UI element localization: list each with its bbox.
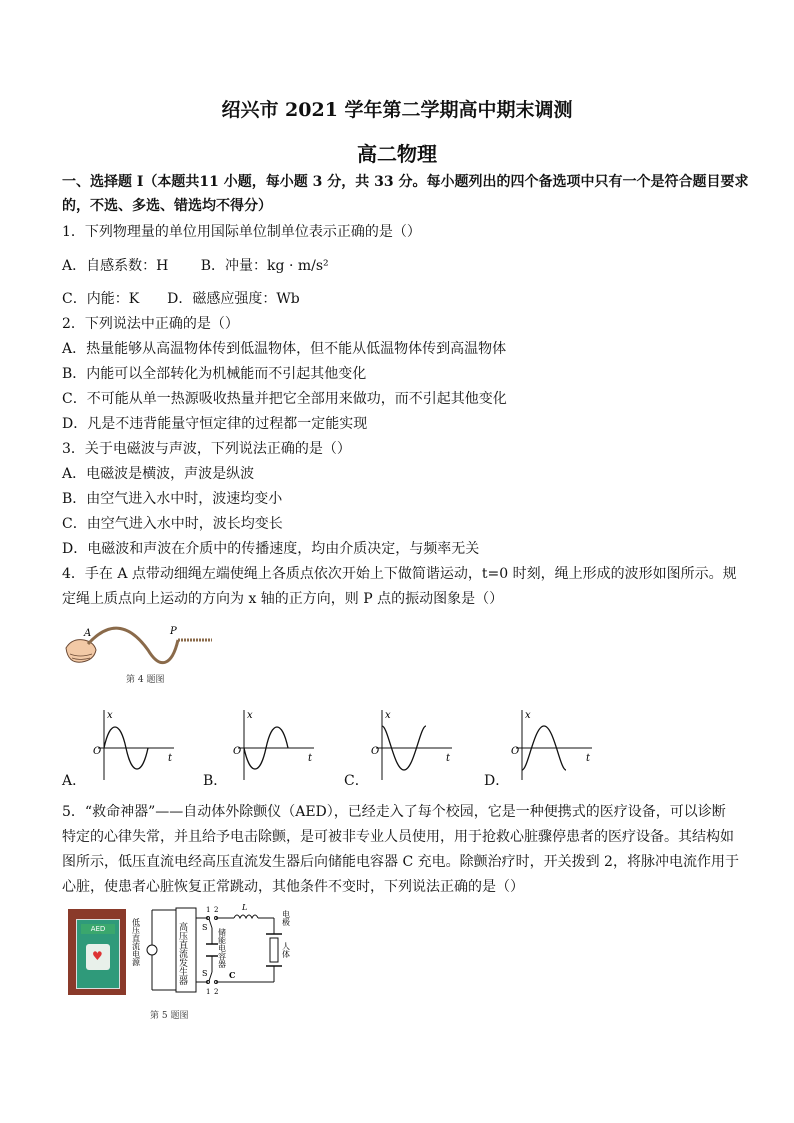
svg-text:L: L (242, 903, 248, 912)
heart-icon: ♥ (92, 949, 103, 963)
svg-text:2: 2 (214, 988, 219, 996)
q4-stem-line2: 定绳上质点向上运动的方向为 x 轴的正方向，则 P 点的振动图象是（） (62, 591, 504, 607)
source-label: 低压直流电源 (131, 918, 141, 966)
q5-figure-caption: 第 5 题图 (150, 1011, 189, 1021)
svg-text:O: O (93, 746, 102, 757)
q4-option-c-label: C． (344, 773, 369, 789)
q2-option-a: A．热量能够从高温物体传到低温物体，但不能从低温物体传到高温物体 (62, 341, 507, 357)
q2-option-b: B．内能可以全部转化为机械能而不引起其他变化 (62, 366, 367, 382)
svg-text:2: 2 (214, 906, 219, 914)
svg-text:t: t (308, 753, 313, 764)
q1-options-ab: A．自感系数：H B．冲量：kg · m/s² (62, 258, 329, 274)
q5-stem-line3: 图所示，低压直流电经高压直流发生器后向储能电容器 C 充电。除颤治疗时，开关拨到 2，将脉冲电流作用于 (62, 854, 739, 870)
svg-text:x: x (107, 710, 113, 721)
q5-stem-line4: 心脏，使患者心脏恢复正常跳动，其他条件不变时，下列说法正确的是（） (62, 879, 524, 895)
q5-stem-line2: 特定的心律失常，并且给予电击除颤，是可被非专业人员使用，用于抢救心脏骤停患者的医疗设备。其结构如 (62, 829, 734, 845)
q4-figure-caption: 第 4 题图 (126, 675, 165, 685)
svg-text:t: t (446, 753, 451, 764)
svg-text:1: 1 (206, 906, 211, 914)
hand-shape (66, 640, 96, 663)
svg-text:S: S (202, 969, 208, 978)
aed-cabinet (76, 919, 120, 989)
q4-graph-b (230, 706, 320, 782)
q5-stem-line1: 5．“救命神器”——自动体外除颤仪（AED），已经走入了每个校园，它是一种便携式的医疗设备，可以诊断 (62, 804, 726, 820)
q1-options-cd: C．内能：K D．磁感应强度：Wb (62, 291, 300, 307)
svg-text:C: C (229, 970, 236, 980)
q2-option-d: D．凡是不违背能量守恒定律的过程都一定能实现 (62, 416, 368, 432)
q5-circuit-diagram (131, 903, 304, 996)
q3-option-b: B．由空气进入水中时，波速均变小 (62, 491, 283, 507)
point-a-label: A (84, 628, 92, 639)
point-p-label: P (170, 626, 177, 637)
section-heading-line2: 的，不选、多选、错选均不得分） (62, 198, 272, 214)
q1-stem: 1．下列物理量的单位用国际单位制单位表示正确的是（） (62, 224, 421, 240)
inductor-coil (234, 915, 258, 918)
svg-text:t: t (586, 753, 591, 764)
q2-stem: 2．下列说法中正确的是（） (62, 316, 239, 332)
svg-text:O: O (233, 746, 242, 757)
svg-text:x: x (247, 710, 253, 721)
svg-text:S: S (202, 923, 208, 932)
svg-text:x: x (525, 710, 531, 721)
exam-title: 绍兴市 2021 学年第二学期高中期末调测 (221, 99, 573, 121)
q4-graph-c (368, 706, 458, 782)
q4-graph-a (90, 706, 180, 782)
q3-option-a: A．电磁波是横波，声波是纵波 (62, 466, 255, 482)
q4-option-d-label: D． (484, 773, 510, 789)
section-heading-line1: 一、选择题 I（本题共11 小题，每小题 3 分，共 33 分。每小题列出的四个备选项中只有一个是符合题目要求 (62, 174, 749, 190)
generator-label: 高压直流发生器 (177, 922, 187, 985)
q4-option-a-label: A． (62, 773, 87, 789)
capacitor-label: 储能电容器 (217, 928, 227, 968)
aed-device (86, 944, 110, 970)
body-element (270, 938, 278, 962)
exam-subtitle: 高二物理 (357, 142, 437, 166)
electrode-label: 电极 (281, 910, 291, 926)
svg-text:t: t (168, 753, 173, 764)
aed-sign: AED (81, 924, 115, 934)
q3-option-c: C．由空气进入水中时，波长均变长 (62, 516, 283, 532)
svg-text:1: 1 (206, 988, 211, 996)
rope-wave (88, 628, 178, 662)
q2-option-c: C．不可能从单一热源吸收热量并把它全部用来做功，而不引起其他变化 (62, 391, 507, 407)
svg-text:O: O (511, 746, 520, 757)
svg-text:x: x (385, 710, 391, 721)
q3-stem: 3．关于电磁波与声波，下列说法正确的是（） (62, 441, 351, 457)
body-label: 人体 (281, 942, 291, 958)
svg-text:O: O (371, 746, 380, 757)
q4-graph-d (508, 706, 598, 782)
q4-option-b-label: B． (203, 773, 228, 789)
q4-stem-line1: 4．手在 A 点带动细绳左端使绳上各质点依次开始上下做简谐运动，t=0 时刻，绳上形成的波形如图所示。规 (62, 566, 737, 582)
aed-photo (68, 909, 126, 995)
source-symbol (147, 945, 157, 955)
q3-option-d: D．电磁波和声波在介质中的传播速度，均由介质决定，与频率无关 (62, 541, 480, 557)
q4-rope-figure (60, 618, 220, 678)
